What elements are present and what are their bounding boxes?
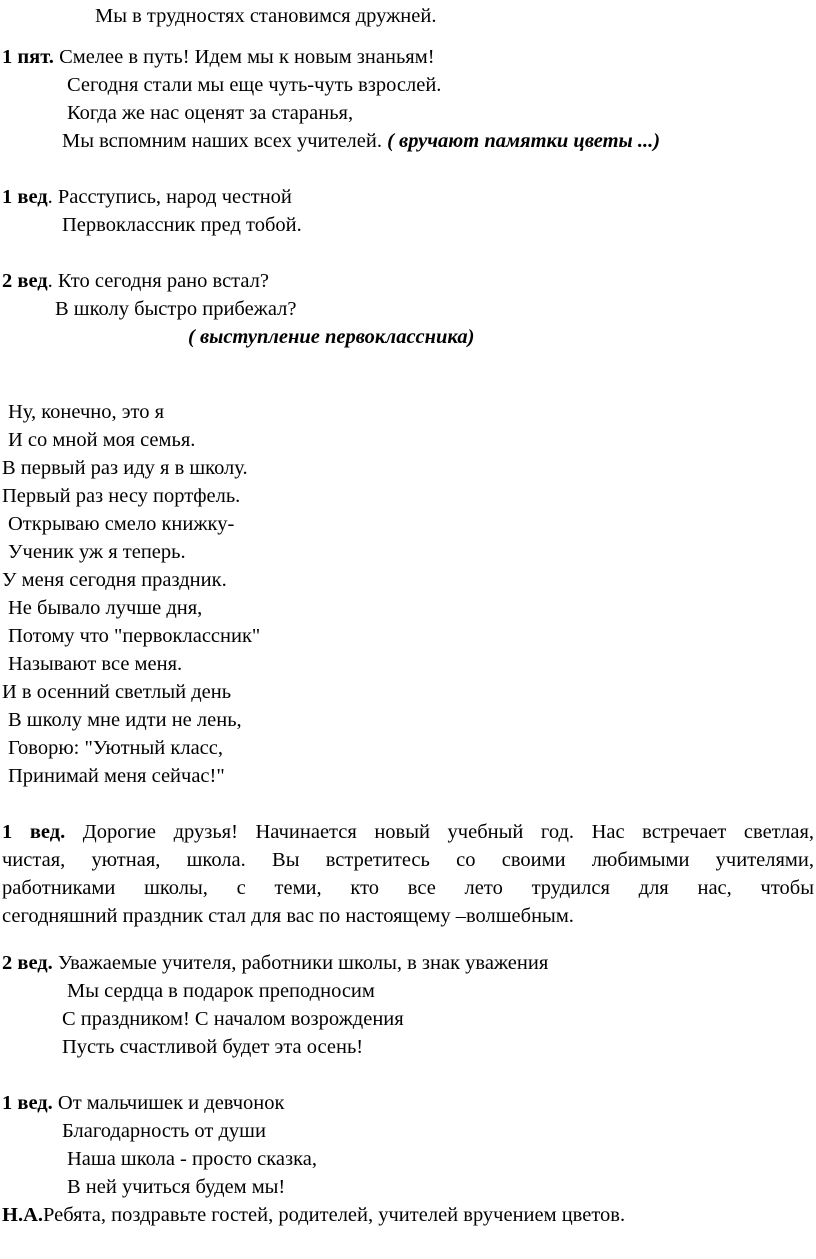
stanza1-line-2: Сегодня стали мы еще чуть-чуть взрослей. [67,74,442,96]
speaker-label: 2 вед. [2,952,53,974]
poem-line-2: И со мной моя семья. [8,429,196,451]
stanza1-line-1 [2,45,435,69]
stanza5-line-2: Благодарность от души [62,1120,266,1142]
poem-line-7: У меня сегодня праздник. [2,569,227,591]
stanza5-line-3: Наша школа - просто сказка, [67,1148,317,1170]
verse-text: Уважаемые учителя, работники школы, в знак уважения [57,952,549,974]
poem-line-1: Ну, конечно, это я [8,401,165,423]
paragraph-line-2: чистая, уютная, школа. Вы встретитесь со своими любимыми учителями, [2,849,814,871]
verse-text: От мальчишек и девчонок [57,1092,285,1114]
speaker-label: Н.А. [2,1204,43,1226]
stage-direction: ( вручают памятки цветы ...) [387,130,661,152]
stanza2-line-1 [2,185,292,209]
paragraph-line-3: работниками школы, с теми, кто все лето трудился для нас, чтобы [2,877,814,899]
closing-text: Ребята, поздравьте гостей, родителей, учителей вручением цветов. [43,1204,626,1226]
stage-direction: ( выступление первоклассника) [188,326,475,348]
verse-text: Смелее в путь! Идем мы к новым знаньям! [59,46,435,68]
poem-line-3: В первый раз иду я в школу. [2,457,248,479]
speaker-label: 2 вед [2,270,48,292]
poem-line-8: Не бывало лучше дня, [8,597,203,619]
speaker-label: 1 вед. [2,821,66,843]
stanza4-line-2: Мы сердца в подарок преподносим [67,980,375,1002]
poem-line-10: Называют все меня. [8,653,183,675]
stanza2-line-2: Первоклассник пред тобой. [62,214,302,236]
stanza1-line-3: Когда же нас оценят за старанья, [67,102,354,124]
poem-line-4: Первый раз несу портфель. [2,485,241,507]
paragraph-line-1 [2,820,814,844]
poem-line-13: Говорю: "Уютный класс, [8,737,224,759]
poem-line-11: И в осенний светлый день [2,681,232,703]
stanza5-line-1 [2,1091,284,1115]
speaker-label: 1 вед [2,186,48,208]
verse-text: Мы вспомним наших всех учителей. [62,130,382,152]
verse-text: . Кто сегодня рано встал? [47,270,269,292]
speaker-label: 1 вед. [2,1092,53,1114]
stanza1-line-4 [62,129,660,153]
stanza4-line-3: С праздником! С началом возрождения [62,1008,404,1030]
stanza4-line-1 [2,951,548,975]
stanza5-line-4: В ней учиться будем мы! [67,1176,286,1198]
poem-line-12: В школу мне идти не лень, [8,709,242,731]
speaker-label: 1 пят. [2,46,54,68]
title-line: Мы в трудностях становимся дружней. [95,5,437,27]
poem-line-14: Принимай меня сейчас!" [8,765,225,787]
poem-line-9: Потому что "первоклассник" [8,625,261,647]
stanza4-line-4: Пусть счастливой будет эта осень! [62,1036,364,1058]
paragraph-text: Дорогие друзья! Начинается новый учебный год. Нас встречает светлая, [82,821,815,843]
poem-line-6: Ученик уж я теперь. [8,541,186,563]
verse-text: . Расступись, народ честной [47,186,292,208]
closing-line [2,1203,625,1227]
stanza3-line-1 [2,269,269,293]
stanza3-line-2: В школу быстро прибежал? [55,298,297,320]
paragraph-line-4: сегодняшний праздник стал для вас по настоящему –волшебным. [2,905,574,927]
poem-line-5: Открываю смело книжку- [8,513,235,535]
